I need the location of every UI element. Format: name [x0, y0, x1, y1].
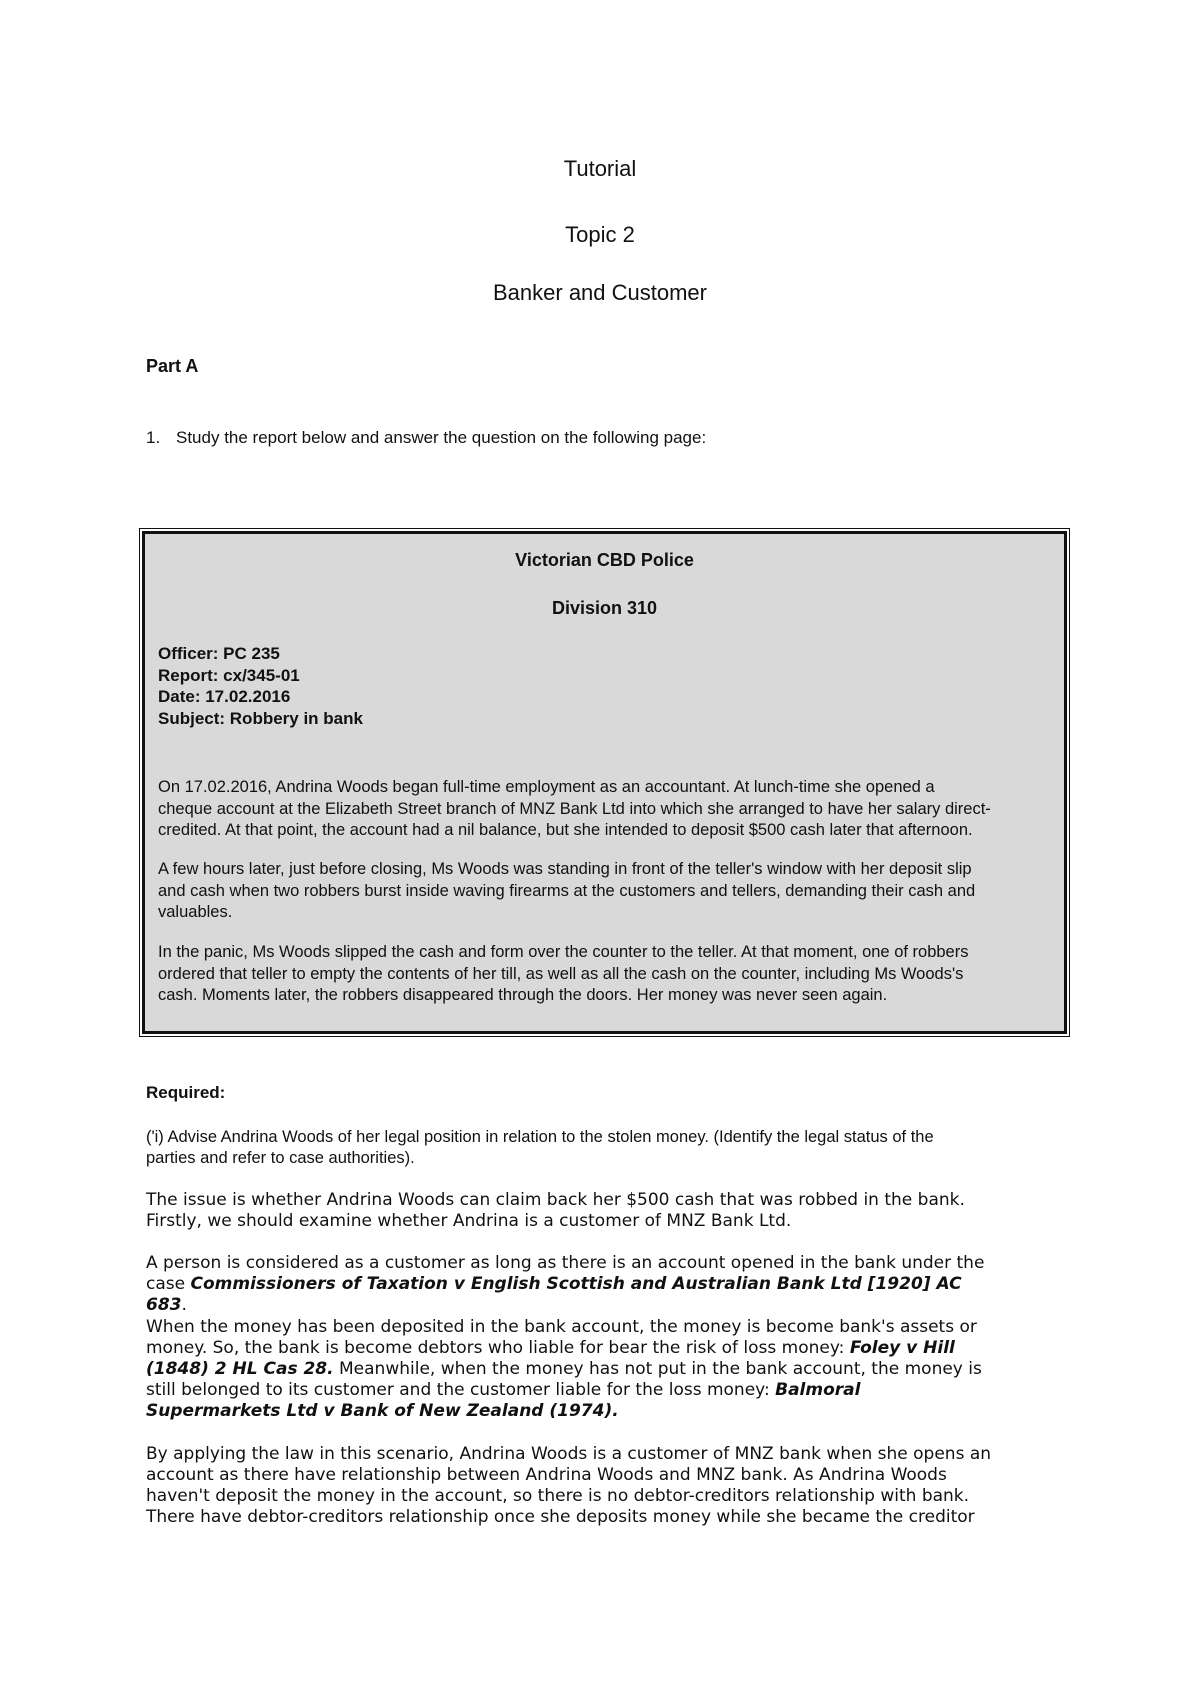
case-citation: Balmoral [775, 1380, 861, 1400]
case-citation: Commissioners of Taxation v English Scottish and Australian Bank Ltd [1920] AC [190, 1274, 962, 1294]
report-line: cash. Moments later, the robbers disappeared through the doors. Her money was never seen again. [158, 986, 888, 1004]
doc-title: Tutorial [563, 156, 637, 181]
answer-line: By applying the law in this scenario, Andrina Woods is a customer of MNZ bank when she opens an [146, 1444, 992, 1464]
answer-line [146, 1359, 1071, 1380]
answer-paragraph-2 [146, 1253, 1071, 1316]
answer-line [146, 1338, 1071, 1359]
report-agency: Victorian CBD Police [515, 550, 694, 570]
answer-paragraph-3 [146, 1317, 1071, 1422]
question-text: Study the report below and answer the question on the following page: [176, 428, 707, 447]
answer-line: A person is considered as a customer as long as there is an account opened in the bank under the [146, 1253, 985, 1273]
report-line: credited. At that point, the account had a nil balance, but she intended to deposit $500 cash later that afternoon. [158, 821, 973, 839]
answer-text: case [146, 1274, 191, 1294]
report-subject: Subject: Robbery in bank [158, 708, 363, 728]
required-label: Required: [146, 1083, 226, 1102]
answer-text: Meanwhile, when the money has not put in the bank account, the money is [333, 1359, 982, 1379]
required-question [146, 1127, 1066, 1169]
police-report-box [142, 531, 1067, 1034]
answer-paragraph-1 [146, 1190, 1071, 1232]
answer-line: There have debtor-creditors relationship once she deposits money while she became the creditor [146, 1507, 975, 1527]
report-line: A few hours later, just before closing, Ms Woods was standing in front of the teller's window with her deposit slip [158, 860, 972, 878]
answer-line [146, 1380, 1071, 1401]
answer-paragraph-4 [146, 1444, 1071, 1528]
report-paragraph-2 [158, 859, 1053, 924]
required-line: parties and refer to case authorities). [146, 1149, 415, 1167]
report-line: In the panic, Ms Woods slipped the cash and form over the counter to the teller. At that moment, one of robbers [158, 943, 969, 961]
report-paragraph-1 [158, 777, 1053, 842]
doc-subject: Banker and Customer [493, 280, 707, 305]
answer-line [146, 1401, 1071, 1422]
answer-line: When the money has been deposited in the bank account, the money is become bank's assets or [146, 1317, 977, 1337]
answer-line: The issue is whether Andrina Woods can claim back her $500 cash that was robbed in the bank. [146, 1190, 965, 1210]
answer-line: account as there have relationship between Andrina Woods and MNZ bank. As Andrina Woods [146, 1465, 947, 1485]
report-line: valuables. [158, 903, 233, 921]
report-officer: Officer: PC 235 [158, 644, 280, 663]
report-division: Division 310 [551, 598, 658, 618]
answer-line: haven't deposit the money in the account, so there is no debtor-creditors relationship with bank. [146, 1486, 970, 1506]
report-meta [158, 643, 363, 729]
question-number: 1. [146, 428, 161, 447]
answer-text: money. So, the bank is become debtors who liable for bear the risk of loss money: [146, 1338, 850, 1358]
report-date: Date: 17.02.2016 [158, 687, 291, 706]
report-line: cheque account at the Elizabeth Street branch of MNZ Bank Ltd into which she arranged to have her salary direct- [158, 799, 991, 818]
report-line: On 17.02.2016, Andrina Woods began full-time employment as an accountant. At lunch-time she opened a [158, 778, 935, 796]
answer-text: . [181, 1295, 187, 1315]
answer-text: still belonged to its customer and the customer liable for the loss money: [146, 1380, 776, 1400]
case-citation: Foley v Hill [849, 1338, 955, 1358]
report-line: and cash when two robbers burst inside waving firearms at the customers and tellers, demanding their cash and [158, 881, 976, 900]
answer-line [146, 1274, 1071, 1295]
case-citation: (1848) 2 HL Cas 28. [146, 1359, 334, 1379]
report-line: ordered that teller to empty the contents of her till, as well as all the cash on the counter, including Ms Woods's [158, 964, 964, 983]
question-1 [146, 428, 706, 448]
report-number: Report: cx/345-01 [158, 665, 300, 685]
doc-topic: Topic 2 [565, 222, 635, 247]
part-label: Part A [146, 356, 199, 376]
answer-line: Firstly, we should examine whether Andrina is a customer of MNZ Bank Ltd. [146, 1211, 792, 1231]
report-paragraph-3 [158, 942, 1053, 1007]
case-citation: Supermarkets Ltd v Bank of New Zealand (1974). [146, 1401, 619, 1421]
case-citation: 683 [146, 1295, 182, 1315]
answer-line [146, 1295, 1071, 1316]
required-line: ('i) Advise Andrina Woods of her legal position in relation to the stolen money. (Identify the legal status of the [146, 1128, 934, 1146]
